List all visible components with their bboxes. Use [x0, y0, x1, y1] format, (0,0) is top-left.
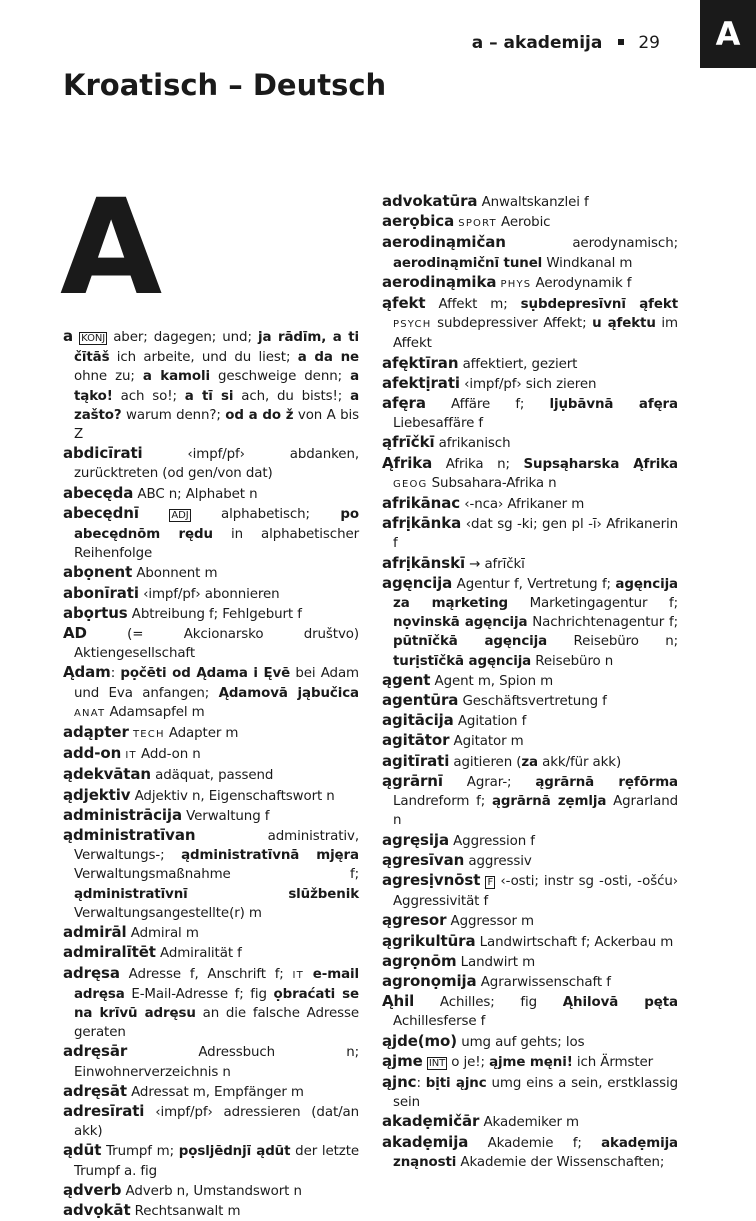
definition-text: administrativ, Verwaltungs-; [74, 829, 359, 864]
definition-text: Landreform f; [393, 794, 492, 810]
example-phrase: a da ne [297, 350, 359, 366]
definition-text: ‹-osti; instr sg -osti, -ošću› Aggressivität f [393, 873, 678, 910]
dictionary-entry [382, 374, 678, 394]
example-phrase: ądministratīvnī slūžbenik [74, 886, 359, 902]
headword: ągresīvan [382, 850, 465, 869]
definition-text: ich Ärmster [572, 1054, 654, 1070]
headword: afęktīran [382, 353, 459, 372]
dictionary-entry [382, 752, 678, 772]
example-phrase: ągrārnā zẹmlja [491, 794, 607, 810]
section-letter: A [60, 171, 163, 325]
dictionary-entry [382, 273, 678, 294]
domain-label: TECH [132, 729, 165, 741]
dictionary-entry [382, 851, 678, 871]
dictionary-entry [382, 554, 678, 574]
definition-text: ‹dat sg -ki; gen pl -ī› Afrikanerin f [393, 517, 678, 552]
headword: ądministratīvan [63, 826, 196, 845]
example-phrase: od a do ž [225, 407, 294, 423]
headword: admiralītēt [63, 943, 156, 962]
example-phrase: ągrārnā rẹfōrma [535, 774, 678, 790]
example-phrase: pọčēti od Ądama i Ęvē [120, 666, 291, 682]
definition-text: Agitation f [453, 714, 527, 730]
dictionary-entry [382, 972, 678, 992]
example-phrase: za [521, 754, 538, 770]
headword: ągrārnī [382, 771, 443, 790]
definition-text: Landwirtschaft f; Ackerbau m [475, 934, 674, 950]
definition-text: Verwaltung f [181, 808, 270, 824]
running-head [472, 33, 660, 53]
dictionary-entry [382, 992, 678, 1031]
example-phrase: ądministratīvnā mjęra [181, 848, 359, 864]
example-phrase: a zašto? [74, 388, 359, 423]
dictionary-entry [63, 806, 359, 826]
definition-text: agitieren ( [449, 754, 522, 770]
headword: agitīrati [382, 751, 450, 770]
example-phrase: a tī si [184, 388, 234, 404]
definition-text: aber; dagegen; und; [107, 330, 258, 345]
headword: akadẹmija [382, 1132, 469, 1151]
headword: ąjde(mo) [382, 1031, 458, 1050]
definition-text: Abtreibung f; Fehlgeburt f [127, 606, 302, 622]
definition-text: ‹impf/pf› abdanken, zurücktreten (od gen/von dat) [74, 447, 359, 482]
headword: add-on [63, 744, 122, 763]
dictionary-entry [382, 711, 678, 731]
domain-label: PSYCH [393, 319, 432, 331]
definition-text: Adapter m [164, 726, 239, 742]
dictionary-entry [63, 943, 359, 963]
headword: AD [63, 624, 87, 643]
definition-text: Anwaltskanzlei f [477, 195, 589, 210]
definition-text: afrikanisch [434, 436, 511, 452]
dictionary-column-right [382, 192, 678, 1172]
headword: akadẹmičār [382, 1112, 480, 1131]
headword: agręsija [382, 830, 449, 849]
example-phrase: Ądamovā jąbučica [218, 685, 359, 701]
headword: agitācija [382, 711, 454, 730]
definition-text: in alphabetischer Reihenfolge [74, 527, 359, 562]
example-phrase: bịti ąjnc [425, 1075, 487, 1091]
dictionary-entry [382, 952, 678, 972]
domain-label: IT [125, 750, 137, 762]
example-phrase: aerodinąmičnī tunel [393, 255, 543, 271]
definition-text: akk/für akk) [538, 754, 622, 770]
definition-text: Adressat m, Empfänger m [126, 1084, 304, 1100]
dictionary-entry [382, 394, 678, 433]
definition-text: Rechtsanwalt m [130, 1203, 241, 1219]
dictionary-entry [382, 691, 678, 711]
dictionary-entry [382, 1133, 678, 1172]
headword: afrịkānskī [382, 553, 466, 572]
definition-text: ‹impf/pf› adressieren (dat/an akk) [74, 1104, 359, 1140]
example-phrase: u ąfektu [592, 316, 656, 332]
dictionary-entry [382, 1032, 678, 1052]
dictionary-entry [382, 454, 678, 494]
example-phrase: nọvinskā agęncija [393, 615, 528, 631]
headword: agitātor [382, 731, 450, 750]
definition-text: Agrarwissenschaft f [476, 974, 611, 990]
dictionary-entry [382, 1112, 678, 1132]
definition-text: Marketingagentur f; [508, 596, 678, 612]
dictionary-entry [63, 923, 359, 943]
dictionary-entry [382, 1052, 678, 1073]
definition-text: Aerobic [496, 215, 551, 231]
example-phrase: pūtnīčkā agęncija [393, 634, 548, 650]
example-phrase: ja rādīm, a ti čītāš [74, 330, 359, 366]
definition-text: Admiralität f [155, 946, 242, 962]
example-phrase: akadẹmija znąnosti [393, 1135, 678, 1170]
definition-text: ‹-nca› Afrikaner m [460, 497, 585, 513]
headword: adręsār [63, 1042, 128, 1061]
definition-text: Adjektiv n, Eigenschaftswort n [130, 788, 335, 804]
definition-text: von A bis Z [74, 407, 359, 443]
headword: advokatūra [382, 192, 478, 210]
dictionary-entry [63, 1102, 359, 1141]
definition-text: bei Adam und Eva anfangen; [74, 666, 359, 701]
definition-text: Agitator m [449, 734, 524, 750]
headword: agęncija [382, 573, 453, 592]
thumb-index-tab: A [700, 0, 756, 68]
headword: ągent [382, 670, 431, 689]
headword: adręsa [63, 963, 120, 982]
headword: ągresor [382, 911, 447, 930]
definition-text: ach, du bists!; [233, 388, 351, 404]
headword: Ąhil [382, 992, 415, 1011]
definition-text: ohne zu; [74, 369, 143, 385]
headword: abọnent [63, 563, 133, 582]
headword: ądekvātan [63, 765, 151, 784]
definition-text: Achillesferse f [393, 1014, 486, 1030]
definition-text: ‹impf/pf› abonnieren [138, 586, 280, 602]
headword: ąfekt [382, 294, 426, 313]
headword: adręsāt [63, 1081, 127, 1100]
definition-text: Aerodynamik f [531, 275, 632, 291]
definition-text: Add-on n [136, 747, 201, 763]
definition-text: Reisebüro n [531, 653, 614, 669]
headword: advọkāt [63, 1200, 131, 1219]
definition-text: umg auf gehts; los [457, 1034, 585, 1050]
definition-text: Aggression f [448, 833, 535, 849]
dictionary-entry [63, 964, 359, 1043]
definition-text: → afrīčkī [465, 556, 525, 572]
dictionary-entry [382, 671, 678, 691]
dictionary-entry [63, 765, 359, 785]
definition-text: Achilles; fig [414, 995, 563, 1011]
dictionary-column-left [63, 327, 359, 1221]
definition-text: im Affekt [393, 316, 678, 352]
definition-text: ich arbeite, und du liest; [109, 350, 298, 366]
headword: Ąfrika [382, 453, 433, 472]
headword: abecęda [63, 483, 134, 502]
definition-text: Adresse f, Anschrift f; [119, 966, 293, 982]
definition-text: Nachrichtenagentur f; [527, 615, 678, 631]
page-number: 29 [638, 33, 660, 53]
example-phrase: ljụbāvnā afęra [549, 397, 678, 413]
dictionary-entry [382, 871, 678, 911]
definition-text: subdepressiver Affekt; [431, 316, 593, 332]
headword: afrikānac [382, 494, 461, 513]
headword: Ądam [63, 663, 111, 682]
definition-text: Adressbuch n; Einwohnerverzeichnis n [74, 1045, 359, 1080]
definition-text: Akademie der Wissenschaften; [456, 1154, 665, 1170]
dictionary-entry [382, 514, 678, 553]
example-phrase: pọslјēdnjī ądūt [178, 1144, 291, 1160]
dictionary-entry [382, 731, 678, 751]
example-phrase: Supsąharska Ąfrika [523, 456, 678, 472]
definition-text: Afrika n; [432, 456, 524, 472]
definition-text: warum denn?; [121, 407, 226, 423]
dictionary-entry [63, 624, 359, 663]
definition-text: Reisebüro n; [547, 634, 678, 650]
headword: aerodinąmika [382, 272, 497, 291]
definition-text: Adverb n, Umstandswort n [121, 1183, 302, 1199]
dictionary-entry [382, 433, 678, 453]
dictionary-entry [382, 932, 678, 952]
definition-text: Agentur f, Vertretung f; [452, 576, 616, 592]
definition-text: Adamsapfel m [105, 704, 205, 720]
dictionary-entry [382, 1073, 678, 1112]
grammar-label: KONJ [81, 333, 106, 344]
dictionary-entry [382, 911, 678, 931]
definition-text: ach so!; [112, 388, 185, 404]
definition-text: ABC n; Alphabet n [133, 486, 258, 502]
definition-text: Trumpf m; [101, 1144, 179, 1160]
definition-text: aerodynamisch; [505, 236, 678, 252]
dictionary-entry [63, 826, 359, 923]
example-phrase: Ąhilovā pęta [562, 995, 678, 1011]
example-phrase: e-mail adręsa [74, 966, 359, 1002]
dictionary-entry [63, 1042, 359, 1081]
definition-text: Geschäftsvertretung f [458, 694, 607, 710]
dictionary-entry [63, 327, 359, 444]
dictionary-entry [382, 574, 678, 671]
definition-text: Landwirt m [456, 954, 536, 970]
definition-text: Admiral m [126, 926, 199, 942]
definition-text: Akademiker m [479, 1115, 579, 1131]
dictionary-entry [382, 294, 678, 354]
definition-text: Windkanal m [542, 255, 633, 271]
dictionary-entry [382, 212, 678, 233]
running-head-text: a – akademija [471, 33, 603, 53]
dictionary-entry [63, 504, 359, 564]
definition-text: : [416, 1075, 426, 1091]
headword: adresīrati [63, 1101, 145, 1120]
definition-text: Subsahara-Afrika n [427, 475, 557, 491]
example-phrase: ąjme męni! [489, 1054, 573, 1070]
definition-text [139, 507, 170, 522]
definition-text: alphabetisch; [190, 506, 341, 522]
dictionary-entry [382, 831, 678, 851]
example-phrase: agęncija za mąrketing [393, 576, 678, 612]
definition-text: E-Mail-Adresse f; fig [124, 986, 274, 1002]
headword: abdicīrati [63, 444, 143, 463]
example-phrase: sụbdepresīvnī ąfekt [520, 297, 678, 313]
headword: ądūt [63, 1141, 102, 1160]
headword: afektịrati [382, 373, 460, 392]
definition-text: Abonnent m [132, 566, 218, 582]
headword: abonīrati [63, 583, 139, 602]
dictionary-entry [63, 604, 359, 624]
definition-text: Agrarland n [393, 794, 678, 829]
definition-text: Liebesaffäre f [393, 416, 483, 432]
dictionary-entry [382, 494, 678, 514]
dictionary-entry [63, 563, 359, 583]
headword: adąpter [63, 723, 129, 742]
dictionary-entry [63, 1201, 359, 1221]
headword: agrọnōm [382, 951, 457, 970]
headword: agentūra [382, 691, 459, 710]
definition-text [304, 967, 313, 982]
definition-text: Affekt m; [425, 297, 521, 313]
headword: administrācija [63, 805, 182, 824]
definition-text: Affäre f; [425, 397, 550, 413]
dictionary-entry [63, 584, 359, 604]
domain-label: PHYS [500, 278, 532, 290]
headword: ądverb [63, 1180, 122, 1199]
definition-text: (= Akcionarsko društvo) Aktiengesellschaft [74, 627, 359, 662]
definition-text: adäquat, passend [150, 768, 274, 784]
section-title: Kroatisch – Deutsch [63, 68, 387, 102]
definition-text: umg eins a sein, erstklassig sein [393, 1075, 678, 1111]
definition-text: der letzte Trumpf a. fig [74, 1144, 359, 1179]
headword: ąjnc [382, 1072, 417, 1091]
dictionary-entry [63, 444, 359, 483]
dictionary-entry [382, 354, 678, 374]
definition-text: : [110, 666, 121, 682]
headword: afęra [382, 394, 426, 413]
dictionary-entry [382, 772, 678, 831]
dictionary-entry [63, 1141, 359, 1180]
dictionary-entry [382, 233, 678, 272]
definition-text: Aggressor m [446, 914, 534, 930]
dictionary-entry [63, 744, 359, 765]
definition-text: geschweige denn; [209, 369, 351, 385]
definition-text: o je!; [447, 1054, 490, 1070]
example-phrase: turịstīčkā agęncija [393, 653, 532, 669]
headword: ąfrīčkī [382, 433, 435, 452]
definition-text: aggressiv [464, 853, 532, 869]
definition-text: Verwaltungsangestellte(r) m [74, 905, 262, 921]
definition-text: ‹impf/pf› sich zieren [459, 376, 597, 392]
dictionary-entry [63, 663, 359, 723]
grammar-label: F [487, 876, 494, 888]
dictionary-entry [63, 1181, 359, 1201]
headword: ągrikultūra [382, 931, 476, 950]
headword: agronọmija [382, 971, 477, 990]
grammar-label: INT [428, 1057, 446, 1069]
headword: ąjme [382, 1051, 423, 1070]
headword: ądjektiv [63, 785, 131, 804]
domain-label: GEOG [393, 478, 428, 490]
dictionary-entry [63, 484, 359, 504]
example-phrase: a kamoli [142, 369, 210, 385]
headword: admirāl [63, 923, 127, 942]
square-bullet-icon [618, 39, 624, 45]
definition-text: Agrar-; [442, 774, 536, 790]
dictionary-entry [63, 1082, 359, 1102]
headword: afrịkānka [382, 514, 462, 533]
example-phrase: ọbraćati se na krīvū adręsu [74, 986, 359, 1021]
headword: abọrtus [63, 603, 128, 622]
headword: abecędnī [63, 503, 139, 522]
dictionary-entry [63, 723, 359, 744]
domain-label: ANAT [74, 707, 106, 719]
definition-text: Verwaltungsmaßnahme f; [74, 867, 359, 883]
example-phrase: po abecędnōm rędu [74, 506, 359, 543]
headword: aerọbica [382, 212, 455, 231]
definition-text: Akademie f; [468, 1135, 602, 1151]
dictionary-entry [382, 192, 678, 212]
headword: a [63, 327, 74, 345]
headword: aerodinąmičan [382, 233, 506, 252]
domain-label: SPORT [458, 218, 497, 230]
definition-text: Agent m, Spion m [430, 673, 554, 689]
example-phrase: a tąko! [74, 369, 359, 404]
domain-label: IT [292, 969, 304, 981]
dictionary-entry [63, 786, 359, 806]
definition-text: an die falsche Adresse geraten [74, 1005, 359, 1041]
definition-text: affektiert, geziert [458, 356, 578, 372]
grammar-label: ADJ [171, 509, 189, 521]
headword: agresịvnōst [382, 870, 481, 889]
